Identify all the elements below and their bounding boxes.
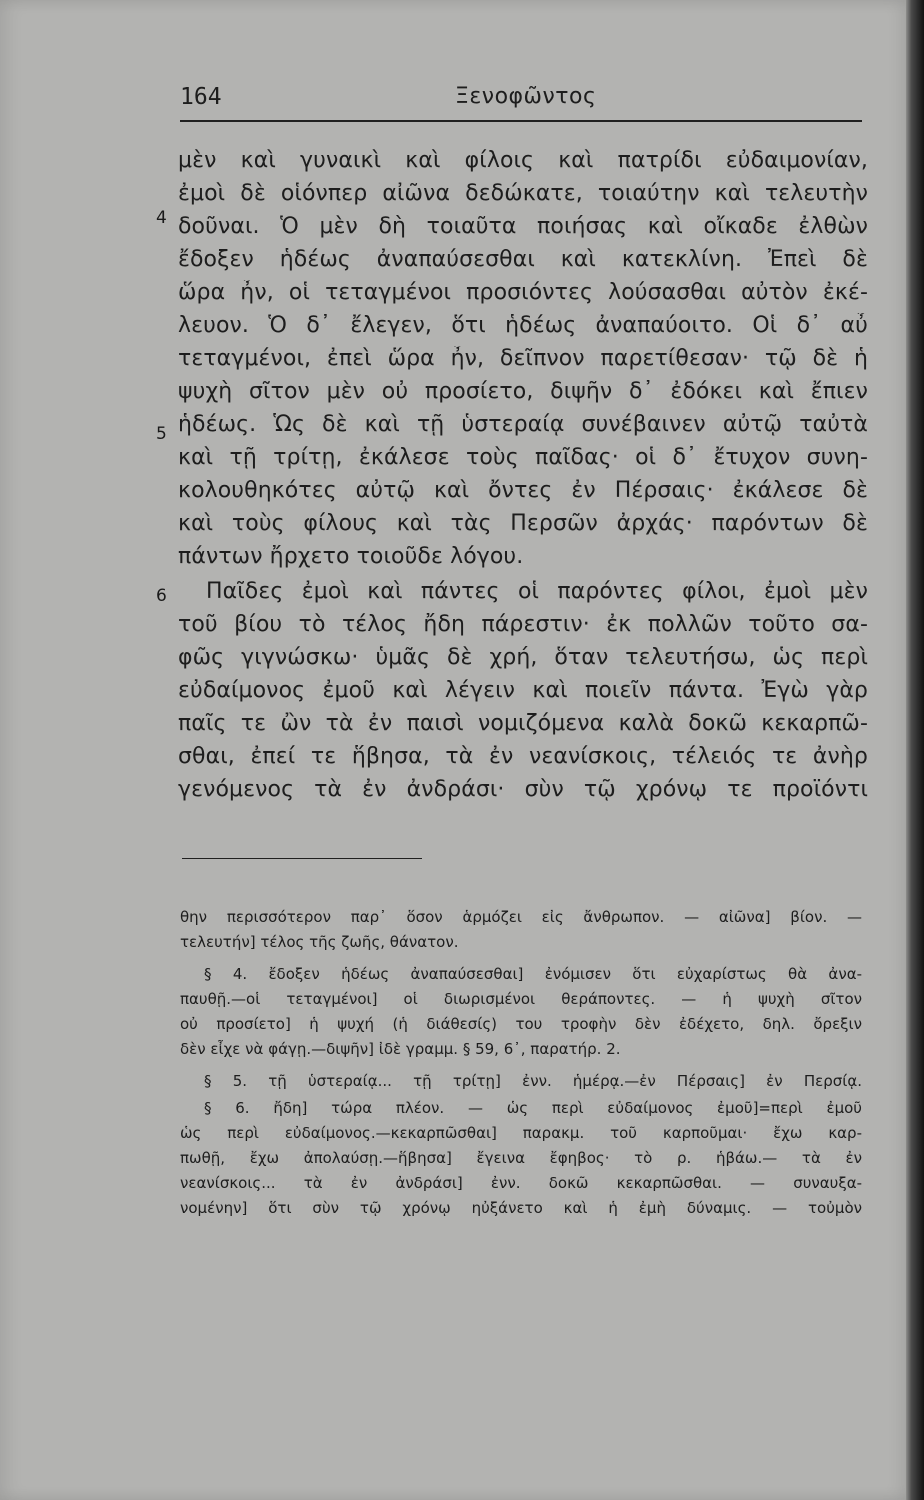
note-line: οὐ προσίετο] ἡ ψυχή (ἡ διάθεσίς) του τροφὴν δὲν ἐδέχετο, δηλ. ὄρεξιν (180, 1015, 862, 1033)
note-line: νομένην] ὅτι σὺν τῷ χρόνῳ ηὐξάνετο καὶ ἡ ἐμὴ δύναμις. — τοὐμὸν (180, 1199, 862, 1217)
footnote-rule (182, 858, 422, 859)
text-line: μὲν καὶ γυναικὶ καὶ φίλοις καὶ πατρίδι εὐδαιμονίαν, (178, 148, 868, 173)
page-edge-shadow (906, 0, 924, 1500)
note-line: παυθῇ.—οἱ τεταγμένοι] οἱ διωρισμένοι θεράποντες. — ἡ ψυχὴ σῖτον (180, 990, 862, 1008)
text-line: πάντων ἤρχετο τοιοῦδε λόγου. (178, 544, 524, 569)
text-line: λευον. Ὁ δ᾽ ἔλεγεν, ὅτι ἡδέως ἀναπαύοιτο. Οἱ δ᾽ αὖ (178, 313, 868, 338)
text-line: δοῦναι. Ὁ μὲν δὴ τοιαῦτα ποιήσας καὶ οἴκαδε ἐλθὼν (178, 214, 868, 239)
note-line: § 6. ἤδη] τώρα πλέον. — ὡς περὶ εὐδαίμονος ἐμοῦ]=περὶ ἐμοῦ (204, 1099, 862, 1117)
note-line: πωθῇ, ἔχω ἀπολαύσῃ.—ἥβησα] ἔγεινα ἔφηβος· τὸ ρ. ἡβάω.— τὰ ἐν (180, 1149, 862, 1167)
text-line: παῖς τε ὢν τὰ ἐν παισὶ νομιζόμενα καλὰ δοκῶ κεκαρπῶ- (178, 711, 868, 736)
note-line: § 4. ἔδοξεν ἡδέως ἀναπαύσεσθαι] ἐνόμισεν ὅτι εὐχαρίστως θὰ ἀνα- (204, 965, 862, 983)
text-line: ἔδοξεν ἡδέως ἀναπαύσεσθαι καὶ κατεκλίνη. Ἐπεὶ δὲ (178, 247, 868, 272)
text-line: κολουθηκότες αὐτῷ καὶ ὄντες ἐν Πέρσαις· ἐκάλεσε δὲ (178, 478, 868, 503)
margin-section-number: 5 (156, 424, 167, 444)
text-line: τοῦ βίου τὸ τέλος ἤδη πάρεστιν· ἐκ πολλῶν τοῦτο σα- (178, 612, 868, 637)
running-title: Ξενοφῶντος (455, 84, 597, 109)
text-line: ἡδέως. Ὡς δὲ καὶ τῇ ὑστεραίᾳ συνέβαινεν αὐτῷ ταὐτὰ (178, 412, 868, 437)
note-line: ὡς περὶ εὐδαίμονος.—κεκαρπῶσθαι] παρακμ. τοῦ καρποῦμαι· ἔχω καρ- (180, 1124, 862, 1142)
page-number: 164 (180, 84, 222, 110)
text-line: ἐμοὶ δὲ οἱόνπερ αἰῶνα δεδώκατε, τοιαύτην καὶ τελευτὴν (178, 181, 868, 206)
margin-section-number: 4 (156, 208, 167, 228)
note-line: νεανίσκοις... τὰ ἐν ἀνδράσι] ἐνν. δοκῶ κεκαρπῶσθαι. — συναυξα- (180, 1174, 862, 1192)
note-line: θην περισσότερον παρ᾽ ὅσον ἁρμόζει εἰς ἄνθρωπον. — αἰῶνα] βίον. — (180, 908, 862, 926)
text-line: τεταγμένοι, ἐπεὶ ὥρα ἦν, δεῖπνον παρετίθεσαν· τῷ δὲ ἡ (178, 346, 868, 371)
page-header (180, 84, 862, 118)
text-line: καὶ τῇ τρίτῃ, ἐκάλεσε τοὺς παῖδας· οἱ δ᾽ ἔτυχον συνη- (178, 445, 868, 470)
note-line: δὲν εἶχε νὰ φάγῃ.—διψῆν] ἰδὲ γραμμ. § 59, 6᾽, παρατήρ. 2. (180, 1040, 621, 1058)
text-line: Παῖδες ἐμοὶ καὶ πάντες οἱ παρόντες φίλοι, ἐμοὶ μὲν (206, 579, 868, 604)
text-line: φῶς γιγνώσκω· ὑμᾶς δὲ χρή, ὅταν τελευτήσω, ὡς περὶ (178, 645, 868, 670)
text-line: καὶ τοὺς φίλους καὶ τὰς Περσῶν ἀρχάς· παρόντων δὲ (178, 511, 868, 536)
text-line: εὐδαίμονος ἐμοῦ καὶ λέγειν καὶ ποιεῖν πάντα. Ἐγὼ γὰρ (178, 678, 868, 703)
note-line: τελευτήν] τέλος τῆς ζωῆς, θάνατον. (180, 933, 459, 951)
text-line: ψυχὴ σῖτον μὲν οὐ προσίετο, διψῆν δ᾽ ἐδόκει καὶ ἔπιεν (178, 379, 868, 404)
note-line: § 5. τῇ ὑστεραίᾳ... τῇ τρίτῃ] ἐνν. ἡμέρᾳ.—ἐν Πέρσαις] ἐν Περσίᾳ. (204, 1072, 862, 1090)
header-rule (180, 120, 862, 122)
text-line: σθαι, ἐπεί τε ἥβησα, τὰ ἐν νεανίσκοις, τέλειός τε ἀνὴρ (178, 744, 868, 769)
text-line: ὥρα ἦν, οἱ τεταγμένοι προσιόντες λούσασθαι αὐτὸν ἐκέ- (178, 280, 868, 305)
margin-section-number: 6 (156, 586, 167, 606)
text-line: γενόμενος τὰ ἐν ἀνδράσι· σὺν τῷ χρόνῳ τε προϊόντι (178, 777, 868, 802)
